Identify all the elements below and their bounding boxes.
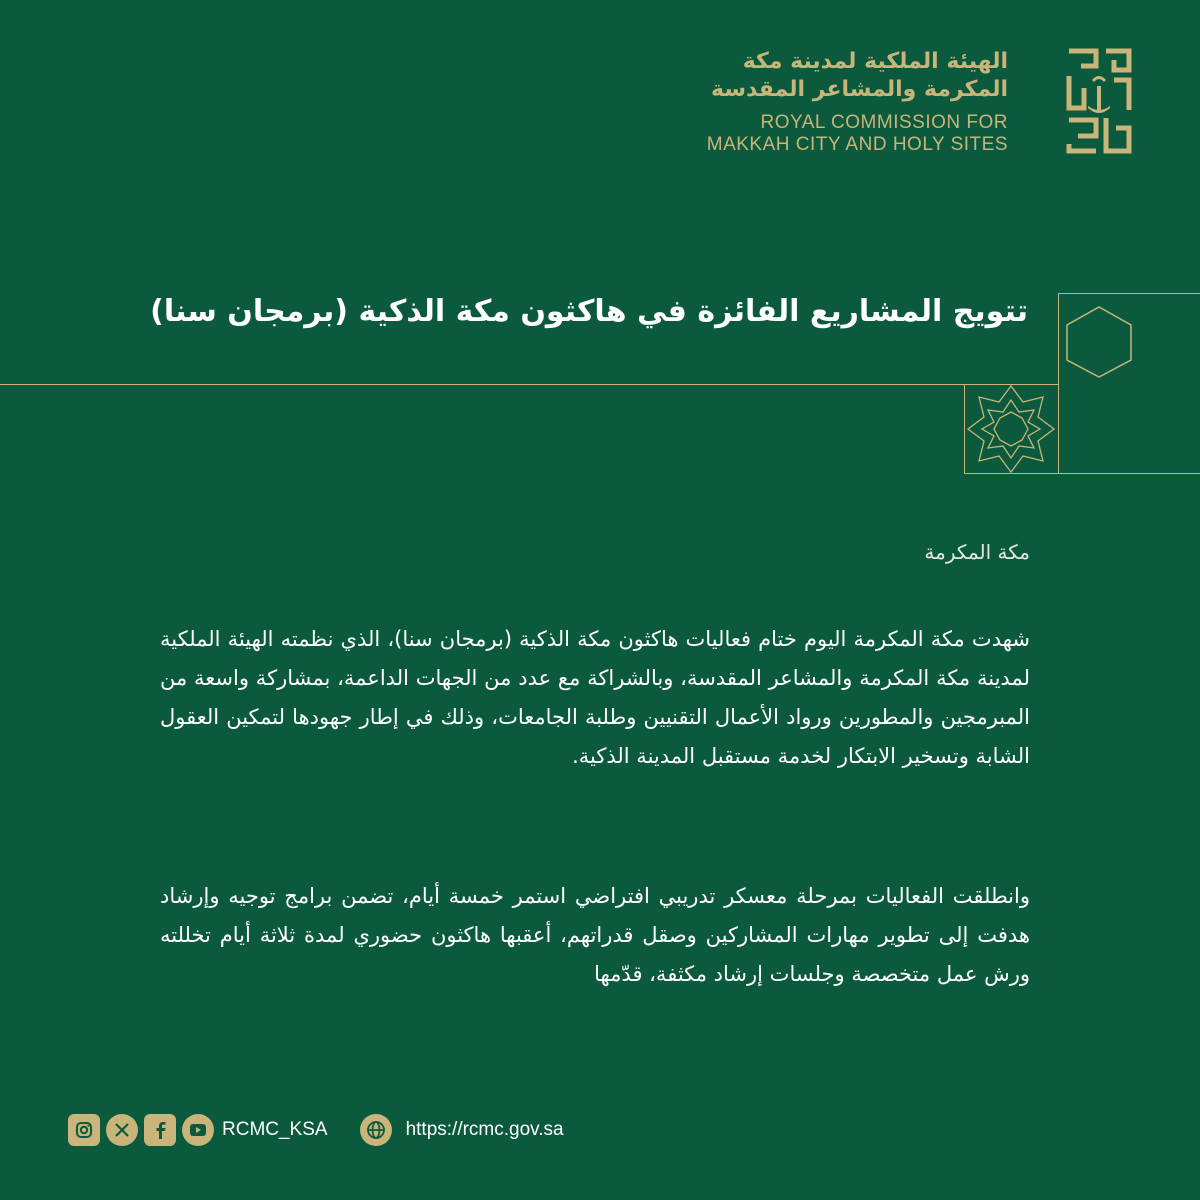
hexagon-icon (1064, 304, 1134, 380)
page-title: تتويج المشاريع الفائزة في هاكثون مكة الذكية (برمجان سنا) (150, 294, 1028, 329)
article-paragraph-1: شهدت مكة المكرمة اليوم ختام فعاليات هاكثون مكة الذكية (برمجان سنا)، الذي نظمته الهيئة الملكية لمدينة مكة المكرمة والمشاعر المقدسة، وبالشراكة مع عدد من الجهات الداعمة، بمشاركة واسعة من المبرمجين والمطورين ورواد الأعمال التقنيين وطلبة الجامعات، وذلك في إطار جهودها لتمكين العقول الشابة وتسخير الابتكار لخدمة مستقبل المدينة الذكية. (160, 627, 1030, 768)
youtube-icon[interactable] (182, 1114, 214, 1146)
instagram-icon[interactable] (68, 1114, 100, 1146)
org-name-en-line1: ROYAL COMMISSION FOR (760, 112, 1008, 133)
globe-icon[interactable] (360, 1114, 392, 1146)
facebook-icon[interactable] (144, 1114, 176, 1146)
org-name-ar-line2: المكرمة والمشاعر المقدسة (711, 77, 1008, 102)
organization-name (588, 48, 1008, 156)
divider-vertical-outer (1058, 293, 1059, 473)
divider-horizontal-top (0, 384, 1058, 385)
dateline: مكة المكرمة (924, 540, 1030, 564)
social-handle[interactable]: RCMC_KSA (222, 1119, 328, 1140)
website-link[interactable]: https://rcmc.gov.sa (405, 1119, 564, 1140)
org-name-en-line2: MAKKAH CITY AND HOLY SITES (706, 134, 1008, 155)
eight-point-star-icon (964, 382, 1058, 476)
article-paragraph-2: وانطلقت الفعاليات بمرحلة معسكر تدريبي افتراضي استمر خمسة أيام، تضمن برامج توجيه وإرشاد هدفت إلى تطوير مهارات المشاركين وصقل قدراتهم، أعقبها هاكثون حضوري لمدة ثلاثة أيام تخللته ورش عمل متخصصة وجلسات إرشاد مكثفة، قدّمها (160, 884, 1030, 986)
divider-corner-top (1058, 293, 1200, 294)
social-footer (68, 1110, 564, 1150)
org-name-ar-line1: الهيئة الملكية لمدينة مكة (742, 49, 1008, 74)
x-icon[interactable] (106, 1114, 138, 1146)
kufic-makkah-emblem-icon (1066, 48, 1132, 154)
